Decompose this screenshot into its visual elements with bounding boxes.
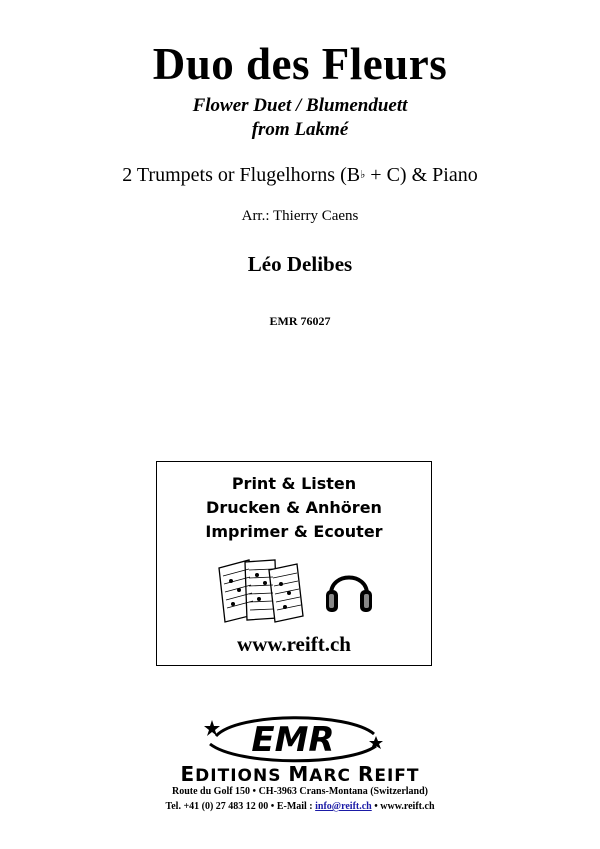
flat-sign: ♭ [360,169,366,181]
subtitle-line-2: from Lakmé [251,119,349,140]
email-link[interactable]: info@reift.ch [315,801,372,812]
score-subtitle [0,94,600,142]
svg-text:EMR: EMR [251,720,335,760]
promo-line-3: Imprimer & Ecouter [205,522,383,541]
print-listen-box [156,461,432,666]
sheet-music-icon [215,556,305,626]
publisher-name: EDITIONS MARC REIFT [180,762,420,786]
promo-line-2: Drucken & Anhören [206,498,382,517]
subtitle-line-1: Flower Duet / Blumenduett [192,95,408,116]
catalog-number: EMR 76027 [269,314,331,328]
score-title: Duo des Fleurs [152,39,448,89]
web-text: • www.reift.ch [371,801,435,812]
website-link[interactable]: www.reift.ch [237,632,351,656]
emr-logo [198,714,388,766]
composer: Léo Delibes [247,252,353,276]
instrumentation [0,164,600,187]
arranger: Arr.: Thierry Caens [241,208,359,224]
headphones-icon [323,562,375,618]
publisher-contact [0,801,600,812]
phone-text: Tel. +41 (0) 27 483 12 00 • E-Mail : [165,801,316,812]
instrumentation-post: + C) & Piano [365,164,478,186]
publisher-address: Route du Golf 150 • CH-3963 Crans-Montana (Switzerland) [172,786,428,797]
instrumentation-pre: 2 Trumpets or Flugelhorns (B [122,164,361,186]
promo-line-1: Print & Listen [231,474,357,493]
